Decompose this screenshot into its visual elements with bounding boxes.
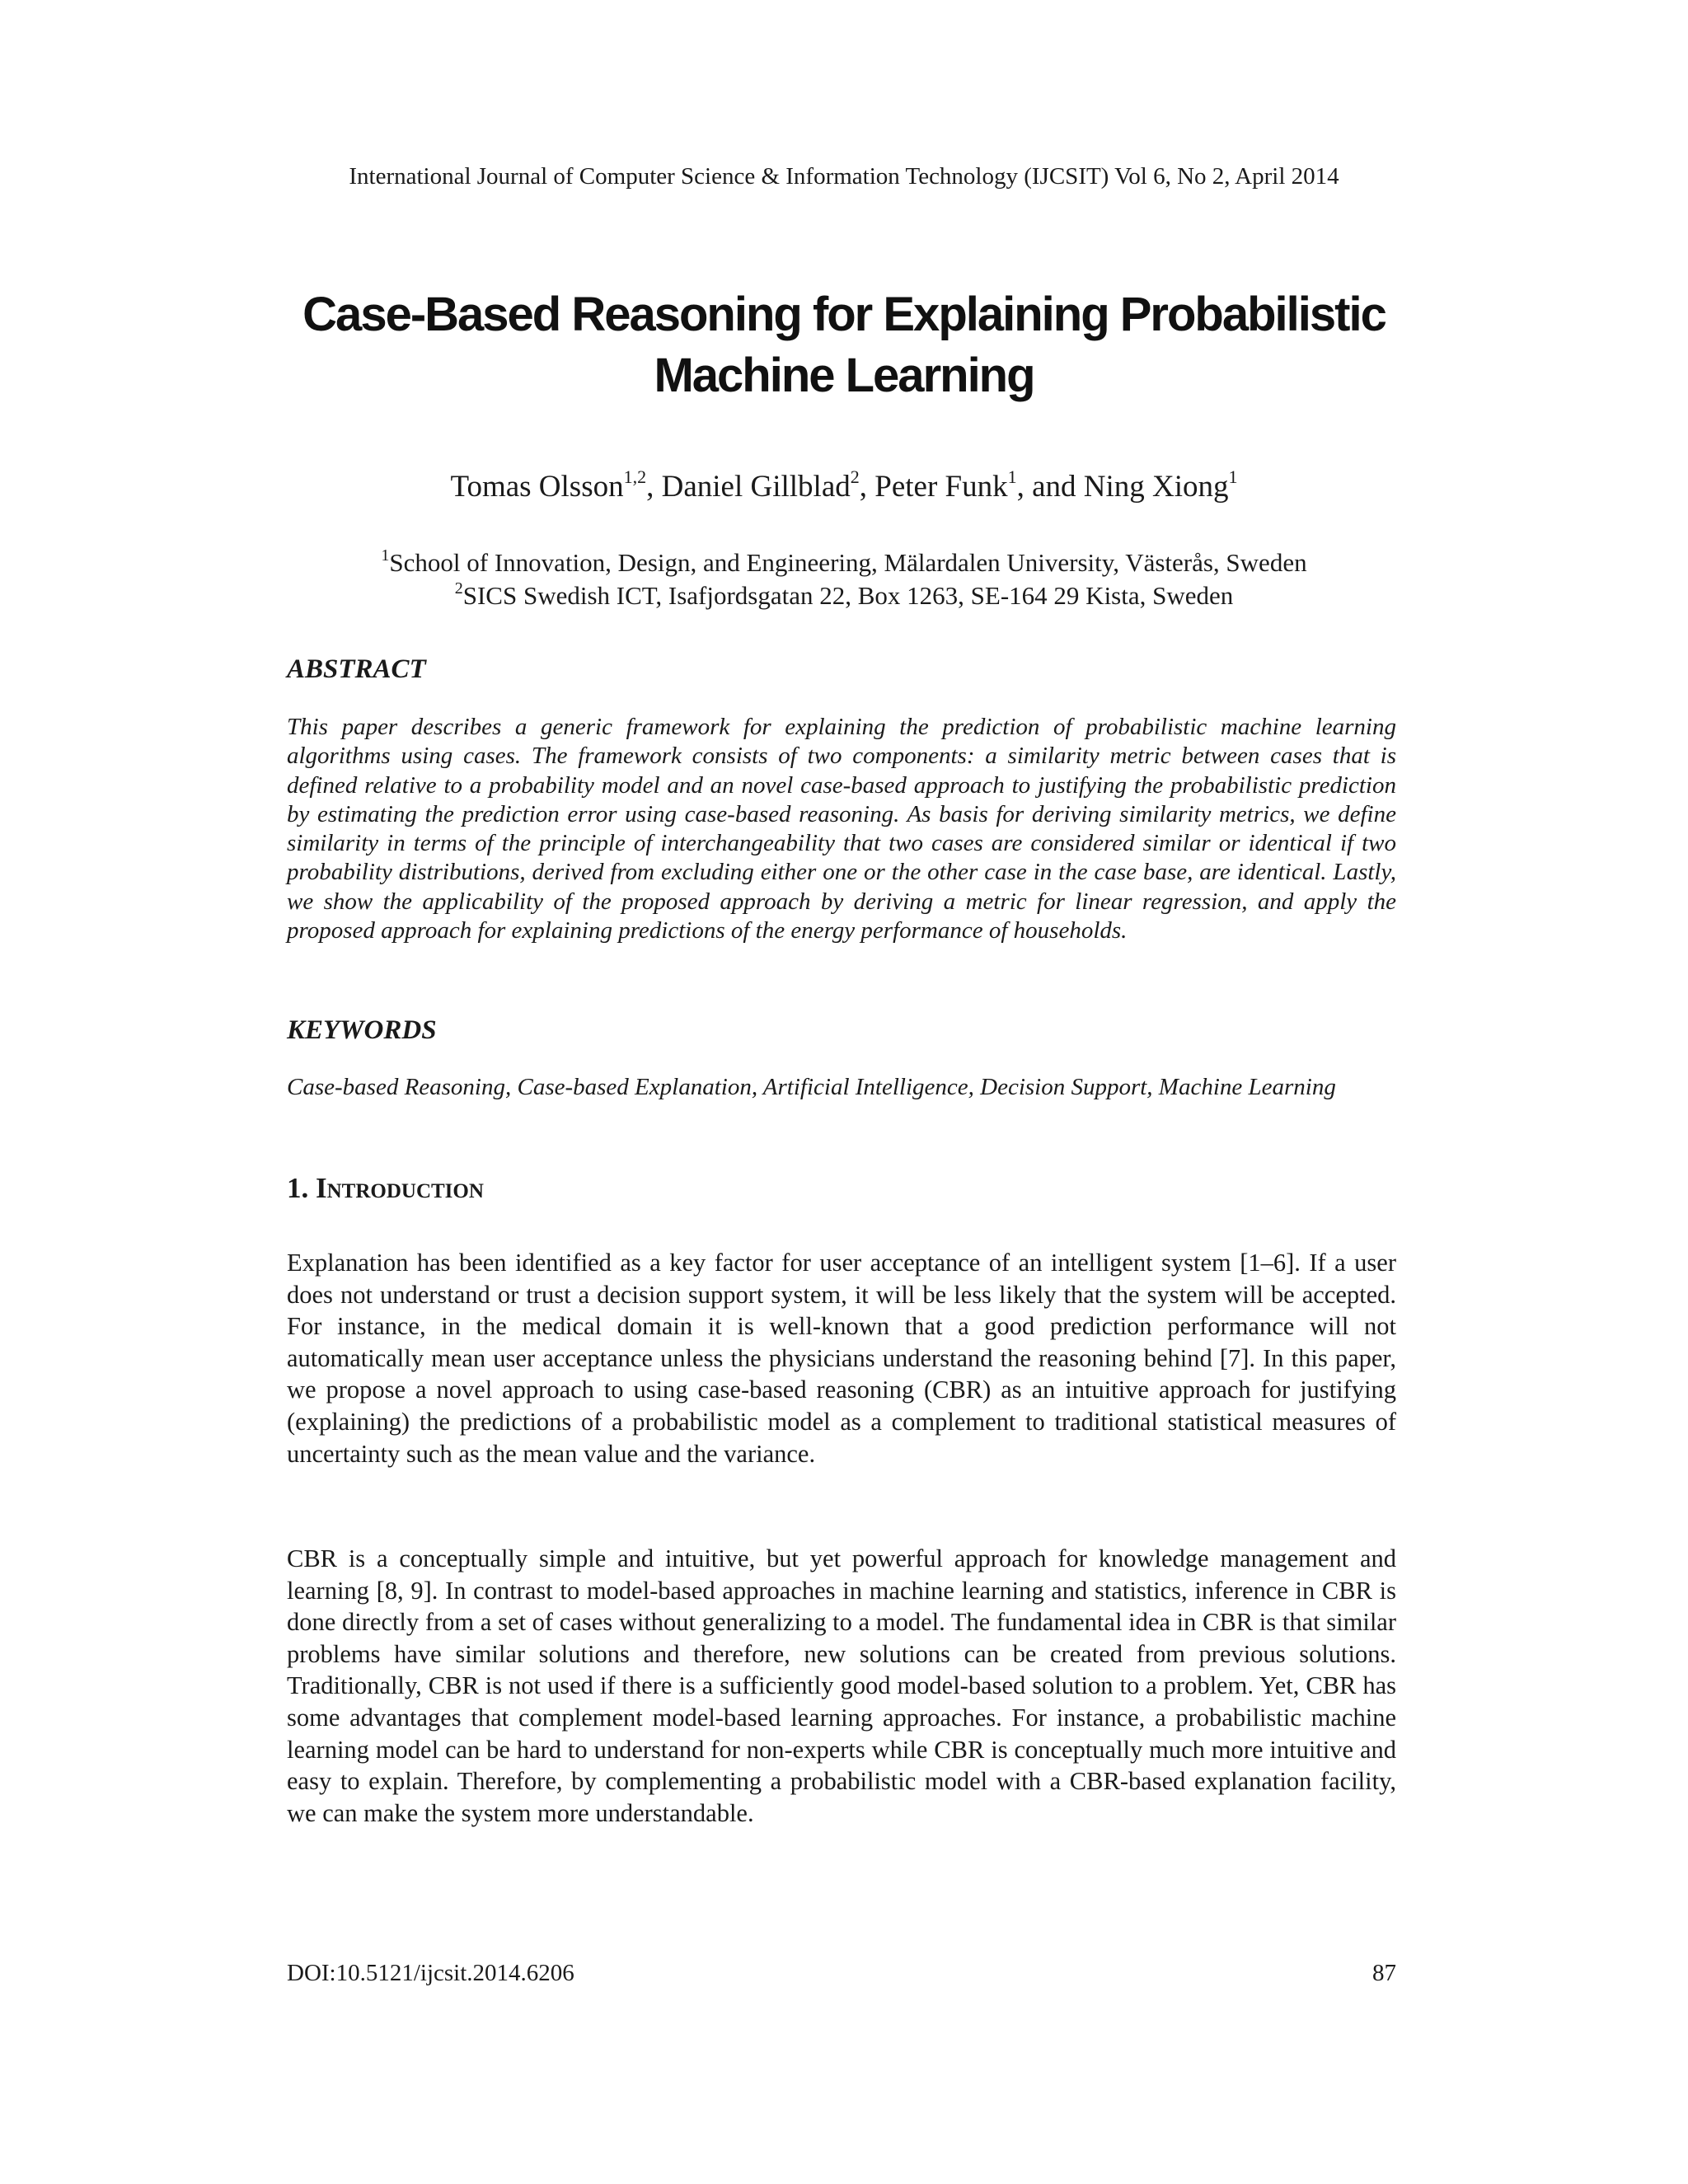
affiliation-mark: 2 [454,579,463,598]
author-separator: , and [1016,470,1084,504]
introduction-heading: 1. Introduction [287,1172,484,1204]
doi-link[interactable]: DOI:10.5121/ijcsit.2014.6206 [287,1960,574,1986]
affiliation-mark: 1 [381,546,390,565]
author-separator: , [859,470,875,504]
author-affiliation-mark: 1,2 [623,466,647,487]
author-affiliation-mark: 1 [1228,466,1238,487]
running-header: International Journal of Computer Science & Information Technology (IJCSIT) Vol 6, No 2, April 2014 [349,163,1339,190]
paper-title [0,284,1688,406]
keywords-heading: KEYWORDS [287,1015,437,1045]
affiliation-text: School of Innovation, Design, and Engineering, Mälardalen University, Västerås, Sweden [389,548,1307,577]
author-affiliation-mark: 1 [1007,466,1017,487]
author-name: Peter Funk [874,470,1008,504]
author-affiliation-mark: 2 [850,466,860,487]
introduction-paragraph-2: CBR is a conceptually simple and intuitive, but yet powerful approach for knowledge management and learning [8, 9]. In contrast to model-based approaches in machine learning and statistics, inference in CBR is done directly from a set of cases without generalizing to a model. The fundamental idea in CBR is that similar problems have similar solutions and therefore, new solutions can be created from previous solutions. Traditionally, CBR is not used if there is a sufficiently good model-based solution to a problem. Yet, CBR has some advantages that complement model-based learning approaches. For instance, a probabilistic machine learning model can be hard to understand for non-experts while CBR is conceptually much more intuitive and easy to explain. Therefore, by complementing a probabilistic model with a CBR-based explanation facility, we can make the system more understandable. [287,1544,1396,1827]
paper-title-line-2: Machine Learning [654,349,1034,402]
keywords-text: Case-based Reasoning, Case-based Explanation, Artificial Intelligence, Decision Support, Machine Learning [287,1074,1336,1100]
author-separator: , [646,470,662,504]
author-list [0,468,1688,506]
author-name: Tomas Olsson [450,470,624,504]
affiliation-1 [0,546,1688,579]
author-name: Ning Xiong [1083,470,1229,504]
abstract-text: This paper describes a generic framework for explaining the prediction of probabilistic machine learning algorithms using cases. The framework consists of two components: a similarity metric between cases that is defined relative to a probability model and an novel case-based approach to justifying the probabilistic prediction by estimating the prediction error using case-based reasoning. As basis for deriving similarity metrics, we define similarity in terms of the principle of interchangeability that two cases are considered similar or identical if two probability distributions, derived from excluding either one or the other case in the case base, are identical. Lastly, we show the applicability of the proposed approach by deriving a metric for linear regression, and apply the proposed approach for explaining predictions of the energy performance of households. [287,714,1396,944]
affiliation-text: SICS Swedish ICT, Isafjordsgatan 22, Box 1263, SE-164 29 Kista, Sweden [462,581,1234,610]
paper-title-line-1: Case-Based Reasoning for Explaining Probabilistic [302,288,1386,341]
page-number: 87 [1372,1960,1396,1986]
author-name: Daniel Gillblad [661,470,851,504]
affiliation-2 [0,579,1688,612]
introduction-paragraph-1: Explanation has been identified as a key factor for user acceptance of an intelligent system [1–6]. If a user does not understand or trust a decision support system, it will be less likely that the system will be accepted. For instance, in the medical domain it is well-known that a good prediction performance will not automatically mean user acceptance unless the physicians understand the reasoning behind [7]. In this paper, we propose a novel approach to using case-based reasoning (CBR) as an intuitive approach for justifying (explaining) the predictions of a probabilistic model as a complement to traditional statistical measures of uncertainty such as the mean value and the variance. [287,1249,1396,1468]
abstract-heading: ABSTRACT [287,654,426,684]
